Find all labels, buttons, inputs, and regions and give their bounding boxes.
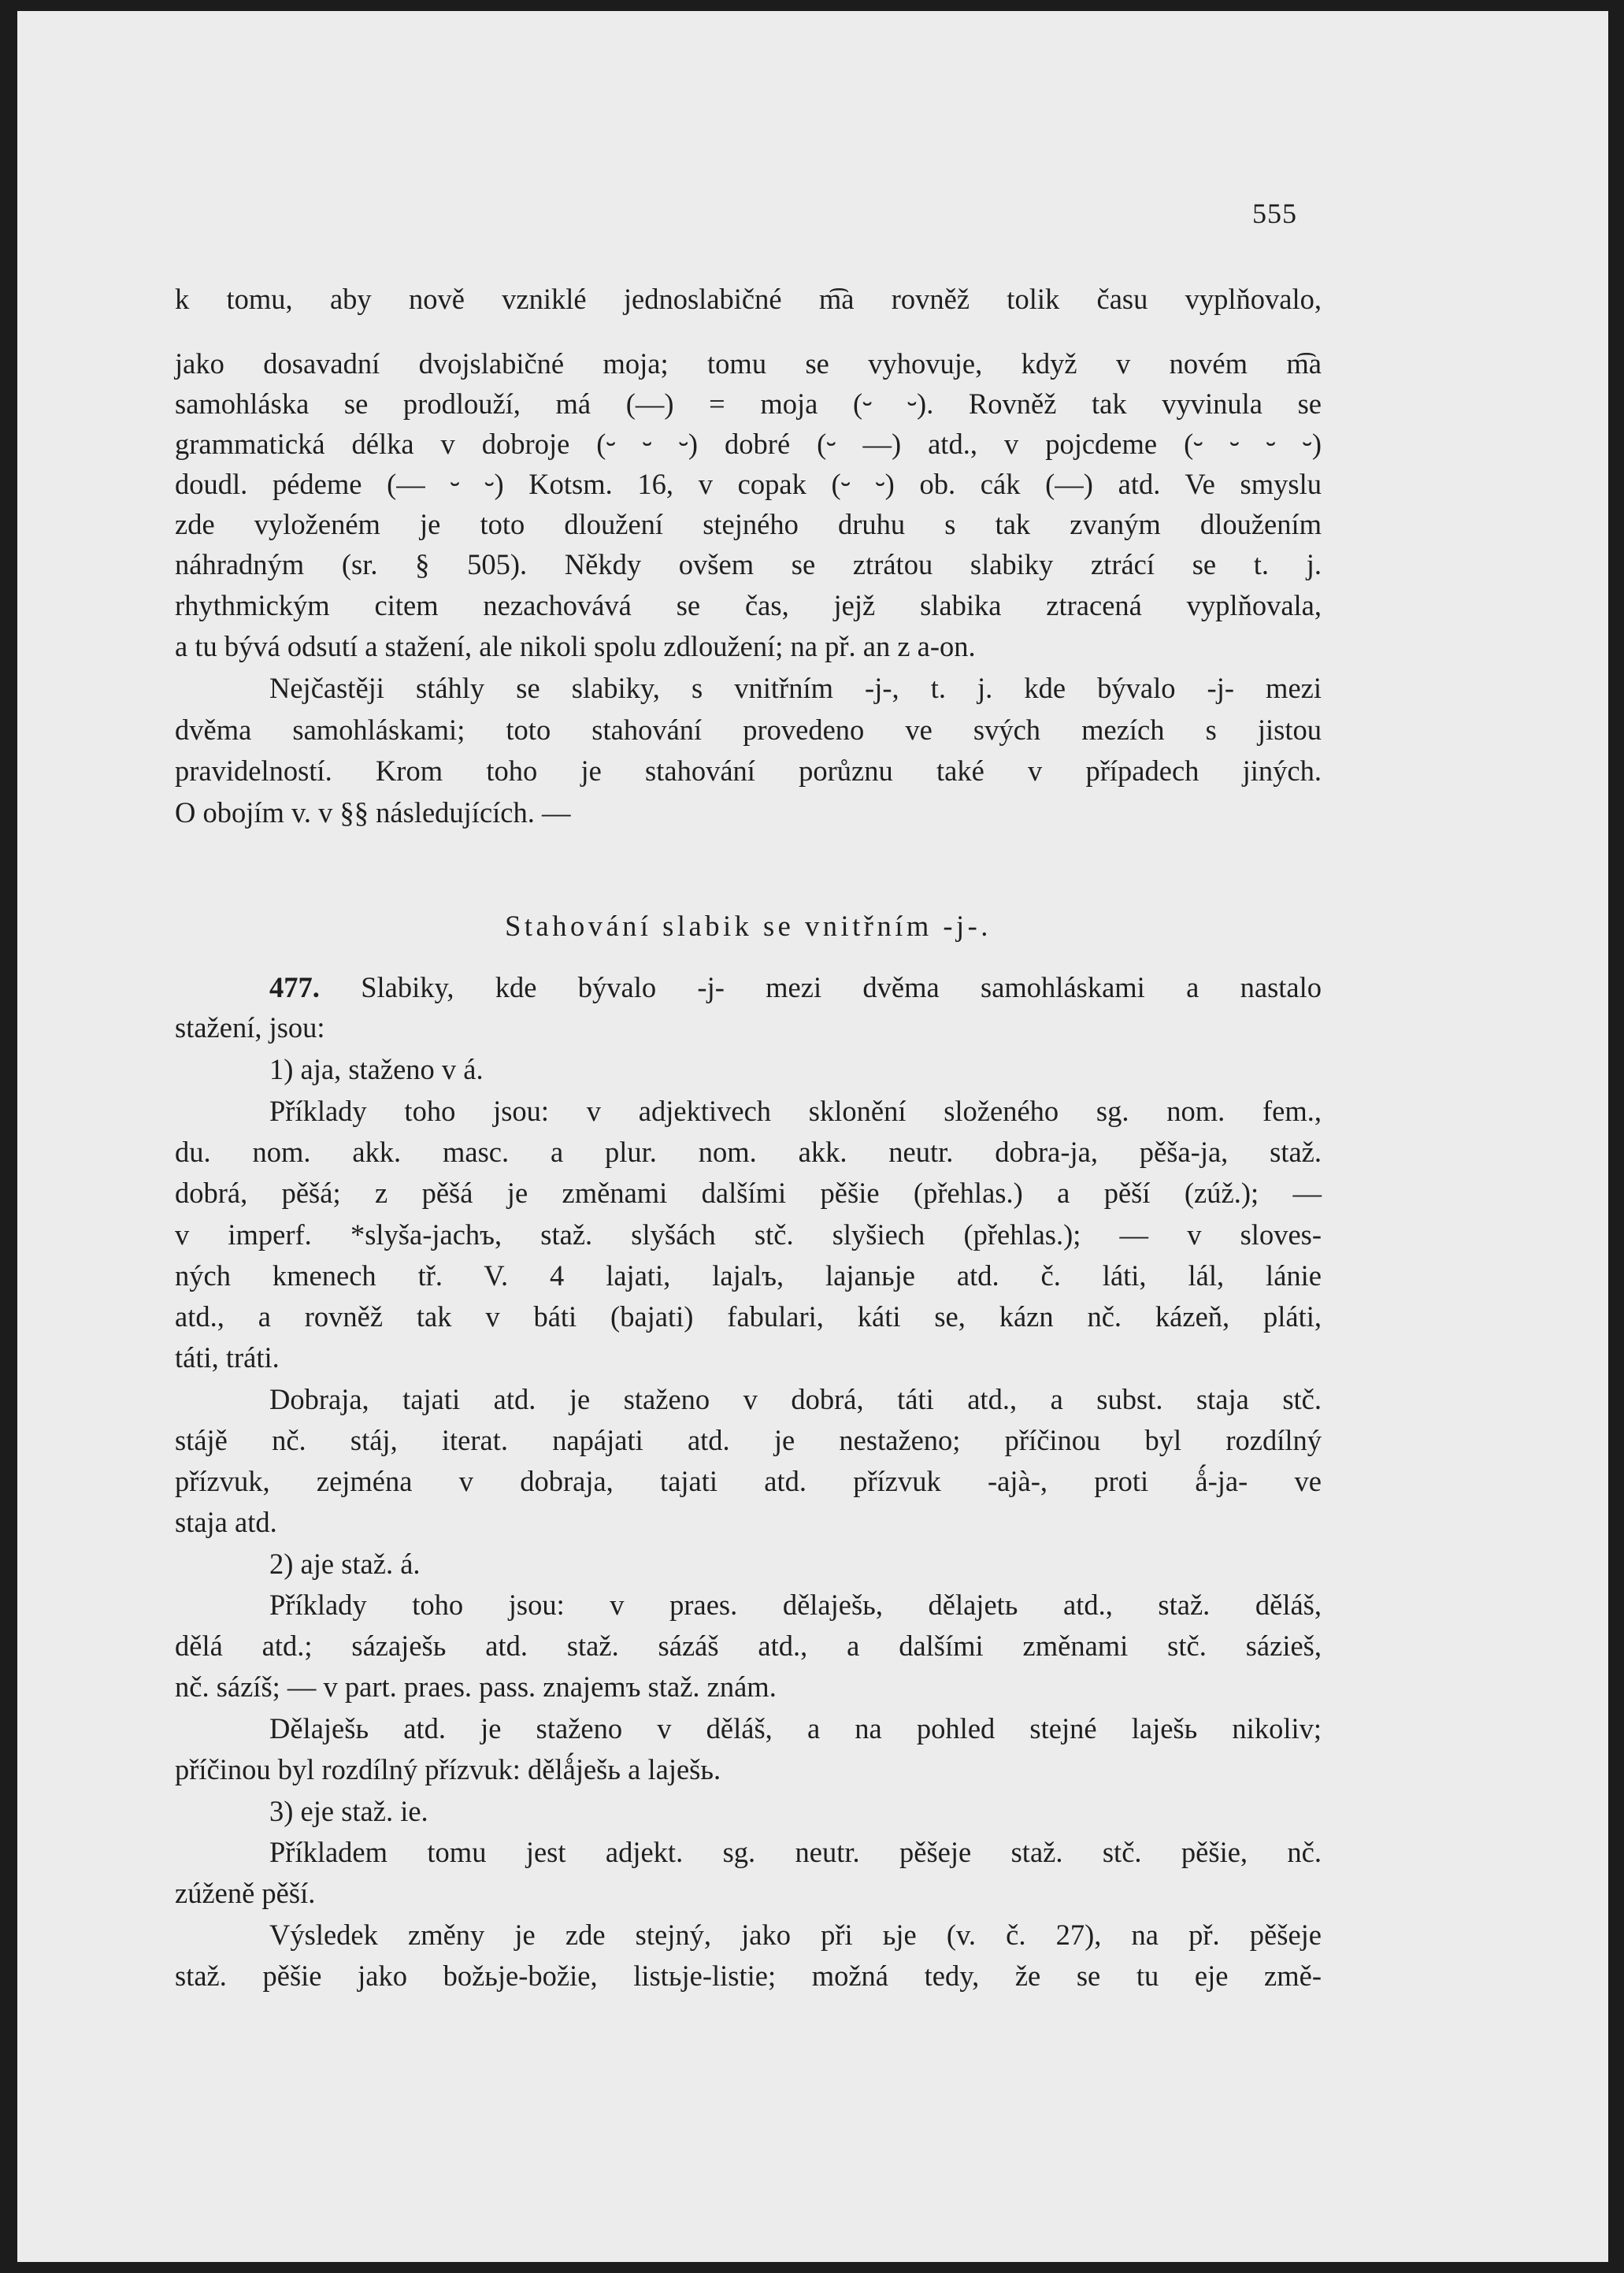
text-line: ných kmenech tř. V. 4 lajati, lajalъ, lajanьje atd. č. láti, lál, lánie — [175, 1259, 1322, 1292]
text-line: samohláska se prodlouží, má (—) = moja (⏑ ⏑). Rovněž tak vyvinula se — [175, 387, 1322, 420]
text-line: stájě nč. stáj, iterat. napájati atd. je nestaženo; příčinou byl rozdílný — [175, 1424, 1322, 1456]
text-line: rhythmickým citem nezachovává se čas, jejž slabika ztracená vyplňovala, — [175, 589, 1322, 621]
text-line: 3) eje staž. ie. — [269, 1795, 428, 1827]
text-line: staja atd. — [175, 1506, 277, 1538]
section-heading: Stahování slabik se vnitřním -j-. — [505, 910, 992, 942]
text-line: atd., a rovněž tak v báti (bajati) fabulari, káti se, kázn nč. kázeň, pláti, — [175, 1300, 1322, 1333]
text-line: v imperf. *slyša-jachъ, staž. slyšách stč. slyšiech (přehlas.); — v sloves- — [175, 1218, 1322, 1251]
text-line: příčinou byl rozdílný přízvuk: dělǻješь a laješь. — [175, 1753, 721, 1785]
paragraph-first-line — [269, 973, 1322, 1003]
text-line: zúženě pěší. — [175, 1877, 316, 1909]
text-line: pravidelností. Krom toho je stahování porůznu také v případech jiných. — [175, 755, 1322, 787]
text-line: Příklady toho jsou: v praes. dělaješь, dělajetь atd., staž. děláš, — [269, 1589, 1322, 1621]
text-line: staž. pěšie jako božьje-božie, listьje-listie; možná tedy, že se tu eje změ- — [175, 1960, 1322, 1992]
text-line: stažení, jsou: — [175, 1011, 325, 1044]
page-number: 555 — [1252, 198, 1297, 229]
text-line: doudl. pédeme (— ⏑ ⏑) Kotsm. 16, v copak (⏑ ⏑) ob. cák (—) atd. Ve smyslu — [175, 468, 1322, 500]
text-line: Příkladem tomu jest adjekt. sg. neutr. pěšeje staž. stč. pěšie, nč. — [269, 1836, 1322, 1868]
text-line: Příklady toho jsou: v adjektivech sklonění složeného sg. nom. fem., — [269, 1095, 1322, 1127]
page — [17, 11, 1608, 2262]
text-line: táti, tráti. — [175, 1341, 280, 1374]
text-line: Výsledek změny je zde stejný, jako při ьje (v. č. 27), na př. pěšeje — [269, 1919, 1322, 1951]
text-line: Dobraja, tajati atd. je staženo v dobrá, táti atd., a subst. staja stč. — [269, 1383, 1322, 1415]
text-line: nč. sázíš; — v part. praes. pass. znajemъ staž. znám. — [175, 1670, 777, 1703]
text-line: přízvuk, zejména v dobraja, tajati atd. přízvuk -ajà-, proti ǻ-ja- ve — [175, 1465, 1322, 1497]
text-line: náhradným (sr. § 505). Někdy ovšem se ztrátou slabiky ztrácí se t. j. — [175, 548, 1322, 580]
text-line: 1) aja, staženo v á. — [269, 1053, 484, 1085]
text-line: k tomu, aby nově vzniklé jednoslabičné m͡a rovněž tolik času vyplňovalo, — [175, 283, 1322, 315]
text-line: grammatická délka v dobroje (⏑ ⏑ ⏑) dobré (⏑ —) atd., v pojcdeme (⏑ ⏑ ⏑ ⏑) — [175, 428, 1322, 460]
text-line: dvěma samohláskami; toto stahování provedeno ve svých mezích s jistou — [175, 714, 1322, 746]
text-line: zde vyloženém je toto dloužení stejného druhu s tak zvaným dloužením — [175, 508, 1322, 540]
text-line: Nejčastěji stáhly se slabiky, s vnitřním -j-, t. j. kde bývalo -j- mezi — [269, 672, 1322, 704]
section-number: 477. — [269, 971, 320, 1003]
text-line: O obojím v. v §§ následujících. — — [175, 796, 571, 829]
text-line: dobrá, pěšá; z pěšá je změnami dalšími pěšie (přehlas.) a pěší (zúž.); — — [175, 1177, 1322, 1209]
text-line: du. nom. akk. masc. a plur. nom. akk. neutr. dobra-ja, pěša-ja, staž. — [175, 1136, 1322, 1168]
text-line: a tu bývá odsutí a stažení, ale nikoli spolu zdloužení; na př. an z a-on. — [175, 630, 976, 662]
text-line: dělá atd.; sázaješь atd. staž. sázáš atd., a dalšími změnami stč. sázieš, — [175, 1630, 1322, 1662]
text-span: Slabiky, kde bývalo -j- mezi dvěma samohláskami a nastalo — [361, 971, 1322, 1003]
text-line: 2) aje staž. á. — [269, 1548, 421, 1580]
text-line: jako dosavadní dvojslabičné moja; tomu se vyhovuje, když v novém m͡a — [175, 347, 1322, 380]
text-line: Dělaješь atd. je staženo v děláš, a na pohled stejné laješь nikoliv; — [269, 1712, 1322, 1745]
